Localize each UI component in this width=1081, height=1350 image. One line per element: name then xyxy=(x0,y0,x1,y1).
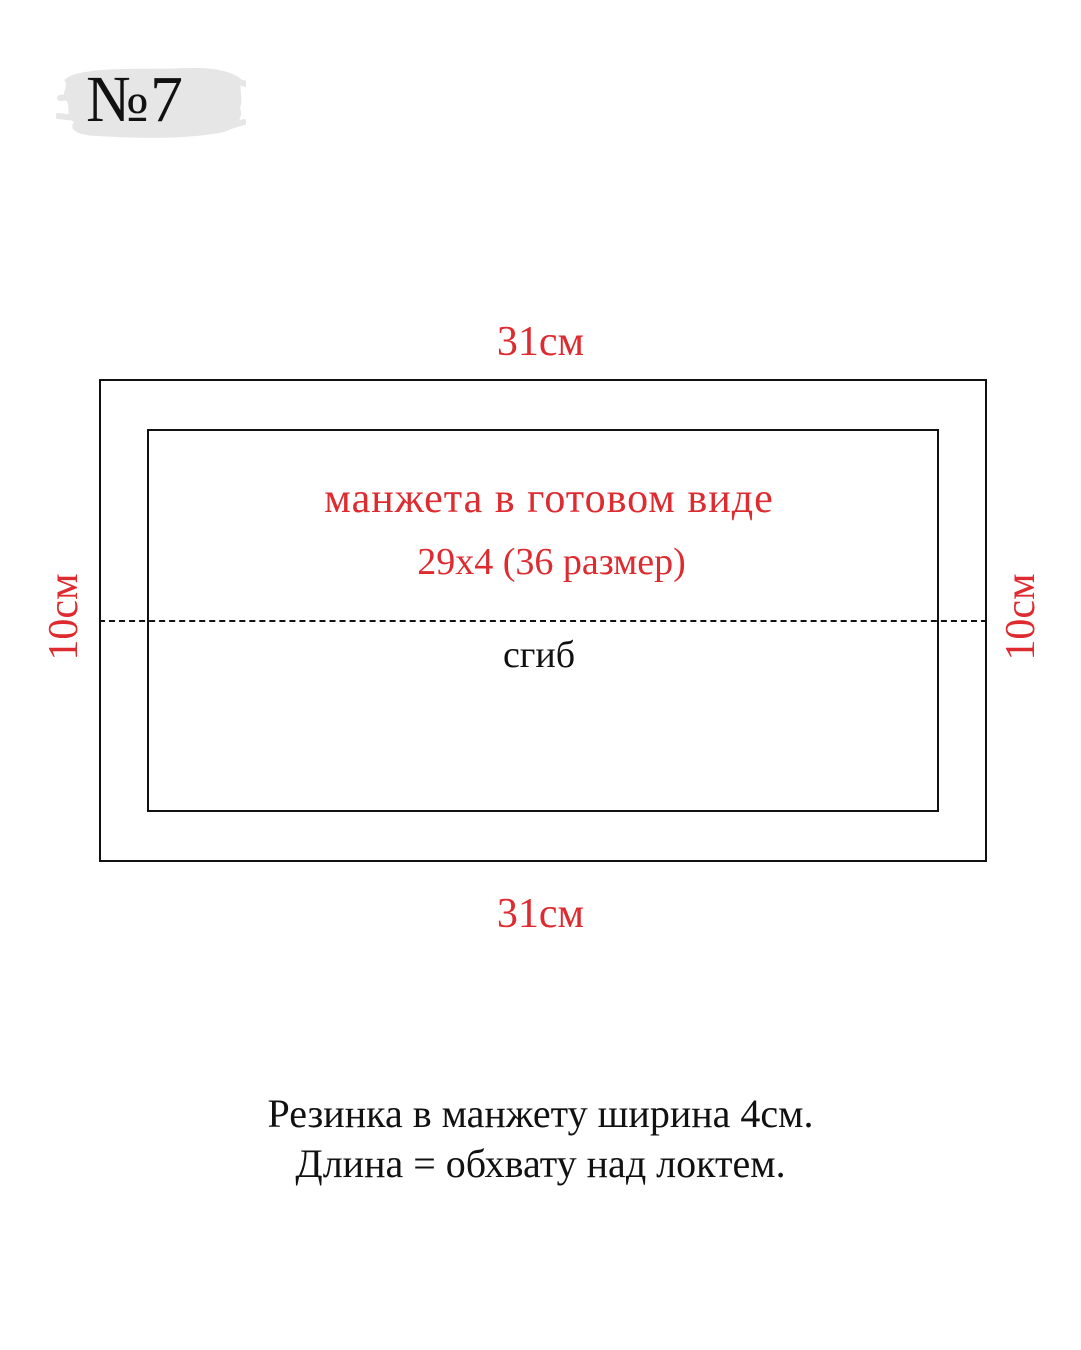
elastic-length-note: Длина = обхвату над локтем. xyxy=(295,1141,786,1186)
left-height-label: 10см xyxy=(41,573,87,661)
pattern-number-badge xyxy=(56,58,246,144)
top-width-label: 31см xyxy=(496,319,585,365)
right-height-label: 10см xyxy=(998,573,1044,661)
cuff-size: 29х4 (36 размер) xyxy=(417,541,686,583)
bottom-width-label: 31см xyxy=(496,891,585,937)
fold-line xyxy=(99,620,987,622)
pattern-number: №7 xyxy=(86,63,184,136)
elastic-width-note: Резинка в манжету ширина 4см. xyxy=(267,1091,814,1136)
cuff-title: манжета в готовом виде xyxy=(324,476,774,522)
fold-label: сгиб xyxy=(502,634,576,676)
